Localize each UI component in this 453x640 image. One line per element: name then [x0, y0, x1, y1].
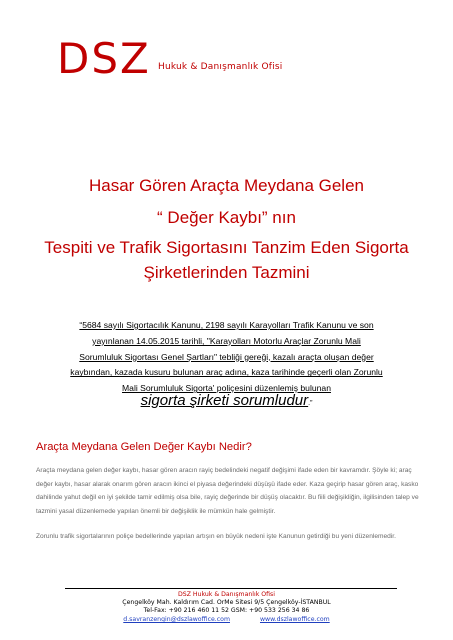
footer-address: Çengelköy Mah. Kaldırım Cad. OrMe Sitesi 9/5 Çengelköy-İSTANBUL — [122, 599, 331, 606]
footer-phone: Tel-Fax: +90 216 460 11 52 GSM: +90 533 256 34 86 — [143, 607, 310, 614]
firm-name: Hukuk & Danışmanlık Ofisi — [158, 62, 283, 72]
website-link[interactable]: www.dszlawoffice.com — [259, 616, 330, 623]
quote-line: yayınlanan 14.05.2015 tarihli, "Karayolları Motorlu Araçlar Zorunlu Mali — [92, 335, 361, 346]
quote-line: Mali Sorumluluk Sigorta' poliçesini düzenlemiş bulunan — [122, 383, 331, 394]
title-line-1: Hasar Gören Araçta Meydana Gelen — [89, 176, 364, 195]
law-quote — [60, 318, 393, 397]
email-link[interactable]: d.savranzengin@dszlawoffice.com — [123, 616, 230, 623]
title-line-2: “ Değer Kaybı” nın — [157, 208, 296, 227]
logo: DSZ — [57, 34, 151, 83]
quote-emphasis — [60, 392, 393, 410]
quote-line: Sorumluluk Sigortası Genel Şartları" tebliği gereği, kazalı araçta oluşan değer — [79, 351, 374, 362]
footer-links — [0, 616, 453, 625]
body-paragraph-1: Araçta meydana gelen değer kaybı, hasar gören aracın rayiç bedelindeki negatif değişimi ifade eden bir kavramdır. Şöyle ki; araç değer kaybı, hasar alarak onarım gören aracın ikinci el piyasa değerindeki düşüşü ifade eder. Kaza geçirip hasar gören araç, kasko dahilinde yahut değil en iyi şekilde tamir edilmiş olsa bile, rayiç değerinde bir düşüş olacaktır. Bu fiili değişikliğin, ilgilisinden talep ve tazmini yasal düzenlemede yapılan önemli bir değişiklik ile mümkün hale gelmiştir. — [36, 467, 419, 515]
body-paragraph-2: Zorunlu trafik sigortalarının poliçe bedellerinde yapılan artışın en büyük nedeni işte Kanunun getirdiği bu yeni düzenlemedir. — [36, 533, 396, 540]
title-line-4: Şirketlerinden Tazmini — [143, 263, 310, 282]
section-heading: Araçta Meydana Gelen Değer Kaybı Nedir? — [36, 441, 252, 453]
quote-emphasis-text: sigorta şirketi sorumludur — [140, 392, 309, 409]
footer-divider — [65, 588, 397, 589]
quote-line: “5684 sayılı Sigortacılık Kanunu, 2198 sayılı Karayolları Trafik Kanunu ve son — [79, 320, 374, 330]
footer-firm: DSZ Hukuk & Danışmanlık Ofisi — [178, 591, 275, 598]
quote-line: kaybından, kazada kusuru bulunan araç adına, kaza tarihinde geçerli olan Zorunlu — [70, 367, 383, 378]
quote-end: .” — [308, 400, 313, 407]
title-line-3: Tespiti ve Trafik Sigortasını Tanzim Eden Sigorta — [44, 238, 409, 257]
